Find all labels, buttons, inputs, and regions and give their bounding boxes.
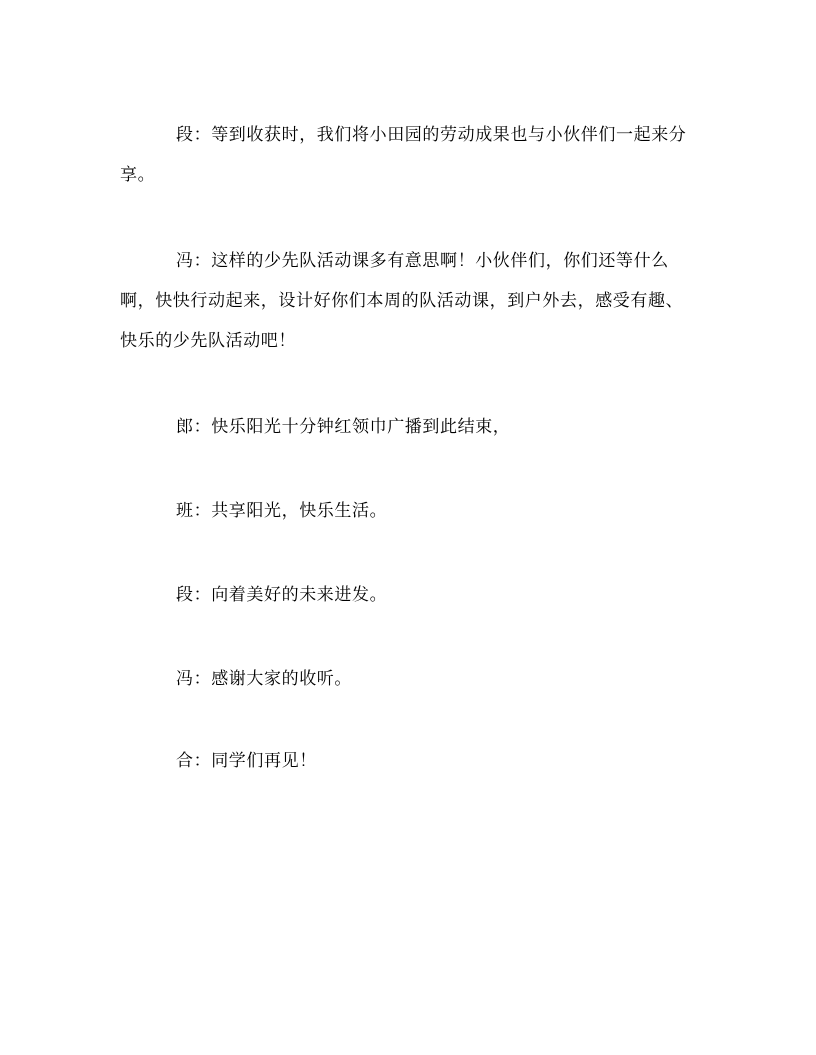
paragraph-feng-activity: 冯：这样的少先队活动课多有意思啊！小伙伴们，你们还等什么啊，快快行动起来，设计好你们本周的队活动课，到户外去，感受有趣、快乐的少先队活动吧！	[120, 251, 684, 351]
paragraph-all-goodbye: 合：同学们再见！	[176, 751, 317, 771]
paragraph-lang-closing: 郎：快乐阳光十分钟红领巾广播到此结束，	[176, 417, 511, 437]
paragraph-feng-thanks: 冯：感谢大家的收听。	[176, 669, 352, 689]
paragraph-duan-future: 段：向着美好的未来进发。	[176, 585, 388, 605]
paragraph-duan-harvest: 段：等到收获时，我们将小田园的劳动成果也与小伙伴们一起来分享。	[120, 125, 687, 185]
paragraph-ban-sunshine: 班：共享阳光，快乐生活。	[176, 501, 388, 521]
